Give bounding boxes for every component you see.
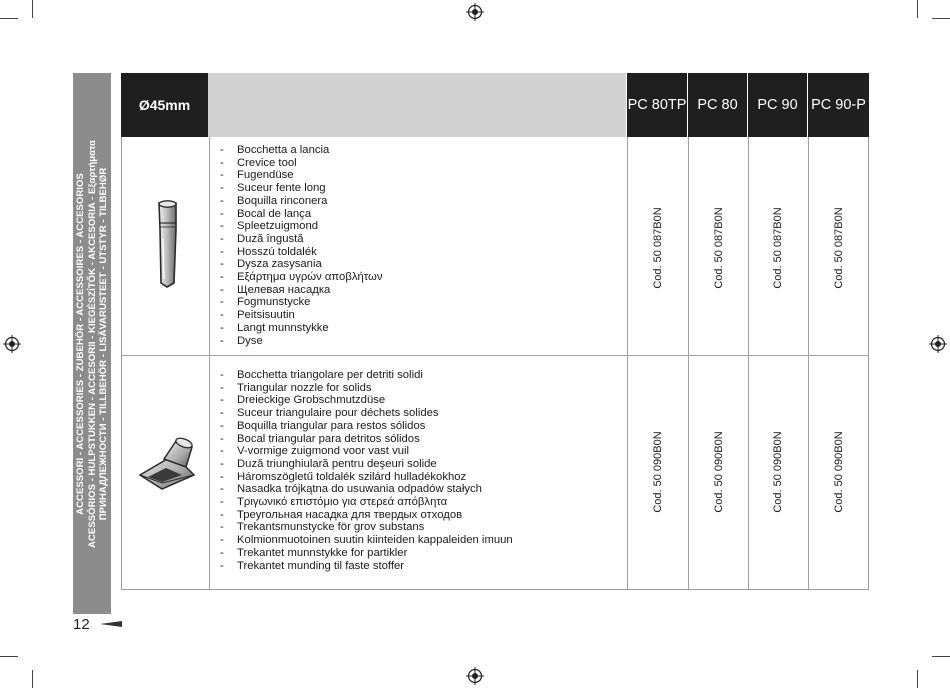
list-item: - Εξάρτημα υγρών αποβλήτων [220,271,383,284]
crop-mark [932,656,950,657]
product-code: Cod. 50 090B0N [772,431,784,513]
list-item: - Nasadka trójkątna do usuwania odpadów stałych [220,483,513,496]
accessory-table [121,73,869,591]
model-header: PC 80TP [627,73,687,137]
row-divider [122,355,868,356]
diameter-header: Ø45mm [121,73,208,137]
product-code: Cod. 50 090B0N [713,431,725,513]
list-item: - Boquilla rinconera [220,195,383,208]
list-item: - Boquilla triangular para restos sólidos [220,420,513,433]
list-item: - Щелевая насадка [220,284,383,297]
triangular-nozzle-icon [136,435,200,491]
crop-mark [32,670,33,688]
page-arrow-icon [100,621,122,627]
list-item: - Suceur fente long [220,182,383,195]
table-body [121,137,869,590]
product-code: Cod. 50 087B0N [772,207,784,289]
side-tab-line: ACCESSORI - ACCESSORIES - ZUBEHÖR - ACCESSOIRES - ACCESORIOS [74,172,86,515]
list-item: - Crevice tool [220,157,383,170]
crop-mark [0,656,18,657]
crop-mark [917,0,918,18]
list-item: - Fugendüse [220,169,383,182]
list-item: - Τριγωνικό επιστόμιο για στερεά απόβλητα [220,496,513,509]
header-spacer [208,73,626,137]
registration-mark-icon [929,335,947,353]
list-item: - Trekantsmunstycke för grov substans [220,521,513,534]
list-item: - Bocchetta a lancia [220,144,383,157]
model-header: PC 90-P [808,73,869,137]
list-item: - Suceur triangulaire pour déchets solides [220,407,513,420]
list-item: - Spleetzuigmond [220,220,383,233]
list-item: - Triangular nozzle for solids [220,382,513,395]
list-item: - Bocchetta triangolare per detriti solidi [220,369,513,382]
list-item: - Hosszú toldalék [220,246,383,259]
crop-mark [0,18,18,19]
list-item: - Bocal de lança [220,208,383,221]
list-item: - V-vormige zuigmond voor vast vuil [220,445,513,458]
list-item: - Langt munnstykke [220,322,383,335]
column-divider [627,137,628,589]
registration-mark-icon [3,335,21,353]
column-divider [209,137,210,589]
list-item: - Trekantet munnstykke for partikler [220,547,513,560]
product-code: Cod. 50 087B0N [833,207,845,289]
product-code: Cod. 50 090B0N [833,431,845,513]
crop-mark [932,18,950,19]
registration-mark-icon [466,667,484,685]
list-item: - Dreieckige Grobschmutzdüse [220,394,513,407]
product-code: Cod. 50 087B0N [652,207,664,289]
side-tab-text [75,76,110,611]
model-header: PC 80 [688,73,747,137]
crop-mark [32,0,33,18]
name-list [220,369,513,572]
list-item: - Duză îngustă [220,233,383,246]
crevice-nozzle-icon [152,199,182,289]
list-item: - Bocal triangular para detritos sólidos [220,433,513,446]
product-code: Cod. 50 087B0N [713,207,725,289]
list-item: - Dyse [220,335,383,348]
name-list [220,144,383,347]
column-divider [808,137,809,589]
column-divider [748,137,749,589]
crop-mark [917,670,918,688]
list-item: - Kolmionmuotoinen suutin kiinteiden kappaleiden imuun [220,534,513,547]
list-item: - Háromszögletű toldalék szilárd hulladékokhoz [220,471,513,484]
registration-mark-icon [466,3,484,21]
list-item: - Dysza zasysania [220,258,383,271]
product-code: Cod. 50 090B0N [652,431,664,513]
side-tab-line: ПРИНАДЛЕЖНОСТИ - TILLBEHÖR - LISÄVARUSTEET - UTSTYR - TILBEHØR [97,167,109,520]
list-item: - Peitsisuutin [220,309,383,322]
column-divider [688,137,689,589]
model-header: PC 90 [748,73,807,137]
list-item: - Duză triunghiulară pentru deşeuri solide [220,458,513,471]
list-item: - Fogmunstycke [220,296,383,309]
list-item: - Trekantet munding til faste stoffer [220,560,513,573]
list-item: - Треугольная насадка для твердых отходов [220,509,513,522]
side-tab [73,73,111,614]
page-number: 12 [73,616,90,633]
side-tab-line: ACESSÓRIOS - HULPSTUKKEN - ACCESORII - KIEGÉSZÍTŐK - AKCESORIA - Εξαρτήματα [86,139,98,548]
